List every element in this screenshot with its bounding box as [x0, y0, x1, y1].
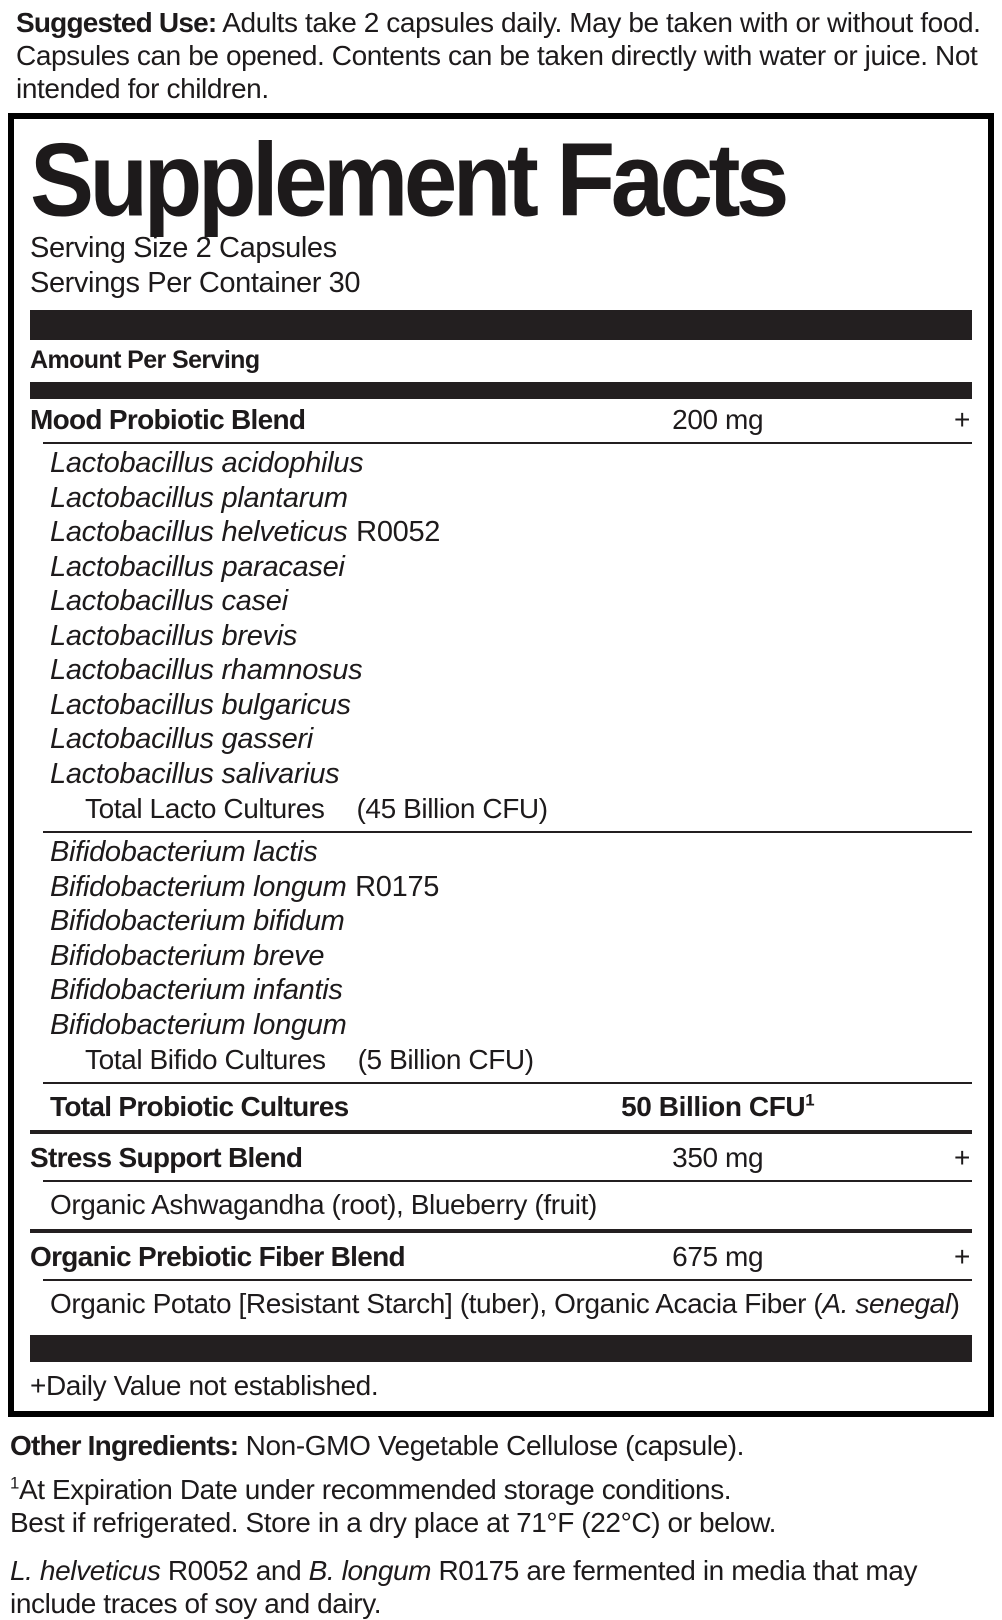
- species-item: [30, 835, 972, 870]
- species-item: [30, 1008, 972, 1043]
- fiber-ingredients-text: Organic Potato [Resistant Starch] (tuber), Organic Acacia Fiber (: [50, 1288, 823, 1319]
- total-probiotic-amount-text: 50 Billion CFU: [621, 1091, 806, 1122]
- divider-bar-heavy: [30, 1335, 972, 1362]
- species-item: [30, 653, 972, 688]
- species-item: [30, 904, 972, 939]
- fermented-species-1: L. helveticus: [10, 1555, 161, 1586]
- species-name: Lactobacillus helveticus: [50, 516, 348, 548]
- total-probiotic-row: [30, 1086, 972, 1127]
- divider-bar-medium: [30, 382, 972, 399]
- species-strain: R0052: [356, 516, 441, 548]
- other-ingredients-label: Other Ingredients:: [10, 1430, 239, 1461]
- rule-divider: [43, 831, 972, 833]
- suggested-use-label: Suggested Use:: [16, 7, 217, 38]
- species-name: Lactobacillus acidophilus: [50, 447, 364, 479]
- species-name: Bifidobacterium bifidum: [50, 905, 345, 937]
- servings-per-container: Servings Per Container 30: [30, 267, 361, 299]
- footnote-marker: 1: [805, 1090, 815, 1110]
- fiber-ingredients-species: A. senegal: [822, 1288, 951, 1319]
- total-bifido-row: [30, 1042, 972, 1080]
- mood-blend-dv: +: [954, 404, 970, 435]
- species-item: [30, 446, 972, 481]
- species-strain: R0175: [355, 870, 440, 903]
- panel-title: Supplement Facts: [30, 122, 785, 239]
- species-name: Bifidobacterium lactis: [50, 836, 318, 868]
- species-item: [30, 688, 972, 723]
- fermented-note: [0, 1554, 1002, 1620]
- rule-divider: [43, 1082, 972, 1084]
- species-name: Bifidobacterium longum: [50, 1008, 347, 1041]
- total-bifido-label: Total Bifido Cultures: [85, 1044, 326, 1075]
- amount-per-serving-header: Amount Per Serving: [30, 346, 260, 374]
- mood-blend-amount: 200 mg: [672, 404, 764, 435]
- total-bifido-amount: (5 Billion CFU): [357, 1044, 534, 1075]
- fiber-blend-name: Organic Prebiotic Fiber Blend: [30, 1241, 405, 1272]
- supplement-facts-panel: [8, 113, 994, 1417]
- stress-blend-amount: 350 mg: [672, 1142, 764, 1173]
- divider-bar-heavy: [30, 310, 972, 340]
- species-item: [30, 939, 972, 974]
- mood-blend-name: Mood Probiotic Blend: [30, 404, 306, 435]
- species-name: Bifidobacterium infantis: [50, 974, 343, 1006]
- species-item: [30, 481, 972, 516]
- fiber-blend-row: [30, 1236, 972, 1277]
- other-ingredients: [0, 1429, 1002, 1462]
- species-name: Lactobacillus plantarum: [50, 481, 348, 514]
- species-item: [30, 550, 972, 585]
- fermented-species-2: B. longum: [308, 1555, 432, 1586]
- rule-divider-heavy: [30, 1130, 972, 1134]
- mood-blend-row: [30, 399, 972, 440]
- stress-blend-row: [30, 1137, 972, 1178]
- species-name: Lactobacillus bulgaricus: [50, 688, 351, 721]
- expiration-footnote-line2: Best if refrigerated. Store in a dry place at 71°F (22°C) or below.: [10, 1507, 776, 1538]
- species-name: Lactobacillus gasseri: [50, 723, 313, 755]
- total-probiotic-label: Total Probiotic Cultures: [50, 1091, 349, 1122]
- expiration-footnote: [0, 1473, 1002, 1539]
- stress-blend-ingredients: Organic Ashwagandha (root), Blueberry (fruit): [50, 1189, 597, 1220]
- other-ingredients-text: Non-GMO Vegetable Cellulose (capsule).: [238, 1430, 745, 1461]
- total-lacto-label: Total Lacto Cultures: [85, 793, 325, 824]
- total-lacto-row: [30, 791, 972, 829]
- rule-divider: [43, 442, 972, 444]
- total-lacto-amount: (45 Billion CFU): [356, 793, 548, 824]
- species-name: Lactobacillus rhamnosus: [50, 654, 363, 686]
- species-name: Bifidobacterium longum: [50, 870, 347, 903]
- species-name: Lactobacillus casei: [50, 585, 288, 617]
- species-item: [30, 515, 972, 550]
- rule-divider: [43, 1279, 972, 1281]
- fermented-text-2: R0175 are fermented in media that may include traces of soy and dairy.: [10, 1555, 918, 1619]
- species-name: Lactobacillus brevis: [50, 619, 298, 652]
- suggested-use-text: [0, 0, 1002, 105]
- fiber-blend-ingredients: [30, 1283, 972, 1325]
- total-probiotic-amount: [520, 1090, 916, 1124]
- expiration-footnote-line1: [10, 1473, 986, 1506]
- species-item: [30, 584, 972, 619]
- suggested-use-body: Adults take 2 capsules daily. May be taken with or without food. Capsules can be opened. Contents can be taken directly with water or juice. Not intended for children.: [16, 7, 981, 104]
- species-item: [30, 973, 972, 1008]
- species-item: [30, 870, 972, 905]
- fiber-blend-dv: +: [954, 1241, 970, 1272]
- stress-blend-dv: +: [954, 1142, 970, 1173]
- species-item: [30, 722, 972, 757]
- stress-blend-name: Stress Support Blend: [30, 1142, 303, 1173]
- species-name: Lactobacillus salivarius: [50, 757, 340, 790]
- footnote-marker: 1: [10, 1473, 19, 1493]
- fiber-blend-amount: 675 mg: [672, 1241, 764, 1272]
- expiration-text: At Expiration Date under recommended storage conditions.: [18, 1474, 732, 1505]
- species-item: [30, 619, 972, 654]
- serving-size: Serving Size 2 Capsules: [30, 232, 337, 264]
- fiber-ingredients-close: ): [950, 1288, 960, 1319]
- daily-value-note: +Daily Value not established.: [30, 1370, 379, 1401]
- species-item: [30, 757, 972, 792]
- rule-divider: [43, 1180, 972, 1182]
- rule-divider-heavy: [30, 1229, 972, 1233]
- species-name: Bifidobacterium breve: [50, 939, 325, 972]
- fermented-text-1: R0052 and: [160, 1555, 309, 1586]
- species-name: Lactobacillus paracasei: [50, 550, 345, 583]
